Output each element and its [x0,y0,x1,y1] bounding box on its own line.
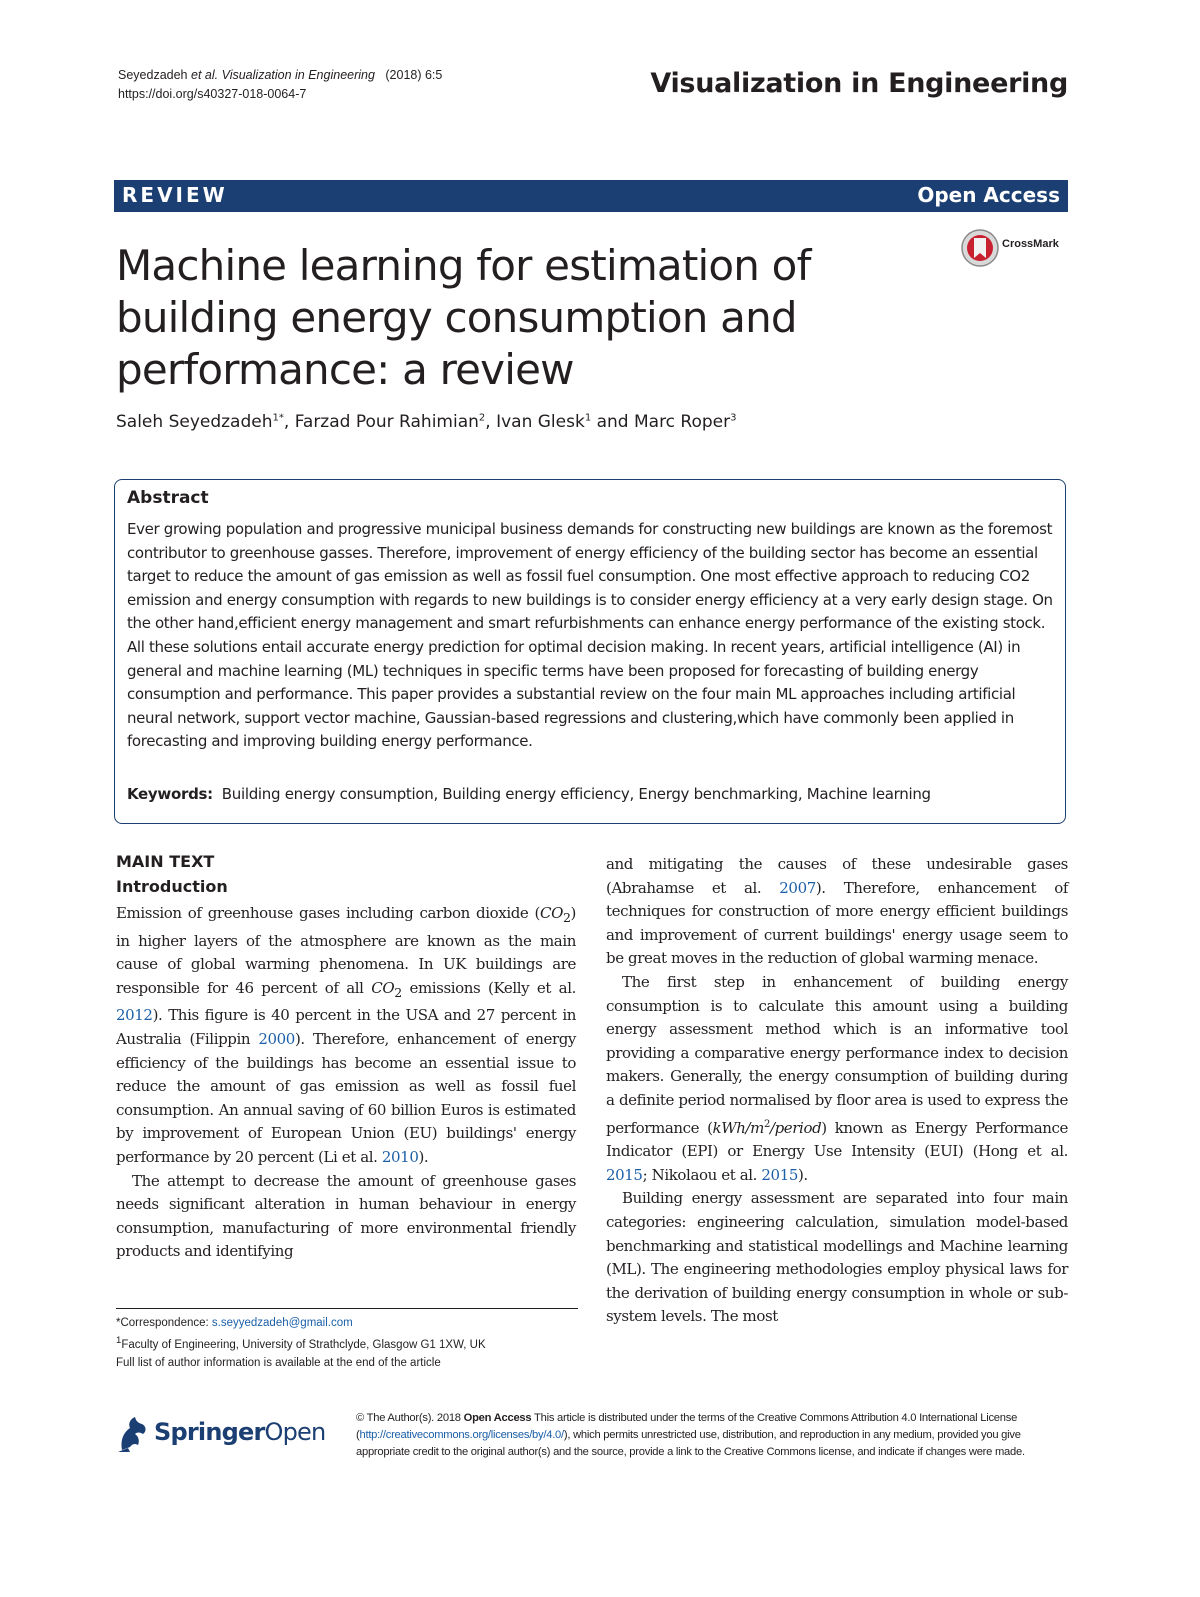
body-paragraph: and mitigating the causes of these undesirable gases (Abrahamse et al. 2007). Therefore, enhancement of techniques for construction of more energy efficient buildings and improvement of current buildings' energy usage seem to be great moves in the reduction of global warming menace. [606,855,1068,968]
citation-link[interactable]: 2010 [381,1147,419,1166]
crossmark-label: CrossMark [1002,238,1059,250]
footnote-divider [116,1308,578,1309]
citation-link[interactable]: 2012 [116,1006,153,1025]
citation-link[interactable]: 2015 [606,1165,643,1184]
correspondence-email[interactable]: s.seyyedzadeh@gmail.com [211,1317,353,1329]
citation-doi[interactable]: https://doi.org/s40327-018-0064-7 [118,87,307,101]
author-separator: and [591,412,634,432]
author-name[interactable]: Farzad Pour Rahimian [294,412,479,432]
crossmark-badge[interactable] [960,228,1070,268]
body-paragraph: The first step in enhancement of building energy consumption is to calculate this amount using a building energy assessment method which is an informative tool providing a comparative energy performance index to decision makers. Generally, the energy consumption of building during a definite period normalised by floor area is used to express the performance $(kWh/m^2/period)$ known as Energy Performance Indicator (EPI) or Energy Use Intensity (EUI) (Hong et al. 2015; Nikolaou et al. 2015). [606,972,1068,1184]
citation-link[interactable]: 2015 [761,1165,798,1184]
footnotes [116,1314,586,1372]
keywords-list: Building energy consumption, Building energy efficiency, Energy benchmarking, Machine learning [221,785,931,803]
main-text-heading: MAIN TEXT [116,852,215,871]
author-list [116,412,737,432]
introduction-heading: Introduction [116,877,228,896]
citation-link[interactable]: 2007 [779,878,816,897]
author-name[interactable]: Marc Roper [633,412,731,432]
citation-block [118,66,442,104]
body-paragraph: Building energy assessment are separated into four main categories: engineering calculation, simulation model-based benchmarking and statistical modellings and Machine learning (ML). The engineering methodologies employ physical laws for the derivation of building energy consumption in whole or sub-system levels. The most [606,1189,1068,1326]
open-access-label: Open Access [917,183,1060,207]
citation-authors: Seyedzadeh [118,68,188,82]
affiliation-sup: 1 [116,1335,122,1346]
body-column-right [606,853,1068,1329]
article-title: Machine learning for estimation of building energy consumption and performance: a review [116,241,811,394]
body-paragraph: Emission of greenhouse gases including carbon dioxide $(CO_2)$ in higher layers of the atmosphere are known as the main cause of global warming phenomena. In UK buildings are responsible for 46 percent of all $CO_2$ emissions (Kelly et al. 2012). This figure is 40 percent in the USA and 27 percent in Australia (Filippin 2000). Therefore, enhancement of energy efficiency of the buildings has become an essential issue to reduce the amount of gas emission as well as fossil fuel consumption. An annual saving of 60 billion Euros is estimated by improvement of European Union (EU) buildings' energy performance by 20 percent (Li et al. 2010). [116,904,576,1166]
citation-link[interactable]: 2000 [258,1029,295,1048]
springer-open-logo [116,1414,336,1458]
author-info-note: Full list of author information is available at the end of the article [116,1356,441,1369]
body-column-left [116,902,576,1264]
author-affiliation-sup: 3 [730,412,737,424]
author-affiliation-sup: 2 [478,412,486,424]
keywords-label: Keywords: [127,785,213,803]
crossmark-icon [960,228,1000,268]
article-type-label: REVIEW [122,183,228,207]
citation-etal: et al. [191,68,219,82]
keywords [127,785,1053,803]
author-name[interactable]: Ivan Glesk [496,412,585,432]
license-text: © The Author(s). 2018 Open Access This article is distributed under the terms of the Creative Commons Attribution 4.0 International License (http://creativecommons.org/licenses/by/4.0/), which permits unrestricted use, distribution, and reproduction in any medium, provided you give appropriate credit to the original author(s) and the source, provide a link to the Creative Commons license, and indicate if changes were made. [356,1412,1025,1458]
author-separator: , [485,412,497,432]
author-name[interactable]: Saleh Seyedzadeh [116,412,273,432]
author-separator: , [283,412,295,432]
citation-journal: Visualization in Engineering [221,68,375,82]
journal-name: Visualization in Engineering [650,68,1068,99]
author-affiliation-sup: 1 [584,412,592,424]
author-affiliation-sup: 1* [272,412,284,424]
correspondence-label: *Correspondence: [116,1317,212,1329]
springer-horse-icon [116,1414,150,1454]
citation-year: (2018) 6:5 [385,68,443,82]
body-paragraph: The attempt to decrease the amount of greenhouse gases needs significant alteration in human behaviour in energy consumption, manufacturing of more environmental friendly products and identifying [116,1171,576,1261]
abstract-heading: Abstract [127,488,209,508]
article-type-banner [114,180,1068,212]
publisher-name: SpringerOpen [154,1418,326,1446]
abstract-text: Ever growing population and progressive municipal business demands for constructing new buildings are known as the foremost contributor to greenhouse gasses. Therefore, improvement of energy efficiency of the building sector has become an essential target to reduce the amount of gas emission as well as fossil fuel consumption. One most effective approach to reducing CO2 emission and energy consumption with regards to new buildings is to consider energy efficiency at a very early design stage. On the other hand,efficient energy management and smart refurbishments can enhance energy performance of the existing stock. All these solutions entail accurate energy prediction for optimal decision making. In recent years, artificial intelligence (AI) in general and machine learning (ML) techniques in specific terms have been proposed for forecasting of building energy consumption and performance. This paper provides a substantial review on the four main ML approaches including artificial neural network, support vector machine, Gaussian-based regressions and clustering,which have commonly been applied in forecasting and improving building energy performance. [127,520,1053,751]
affiliation-text: Faculty of Engineering, University of Strathclyde, Glasgow G1 1XW, UK [121,1338,486,1351]
license-link[interactable]: http://creativecommons.org/licenses/by/4.0/ [359,1429,564,1441]
